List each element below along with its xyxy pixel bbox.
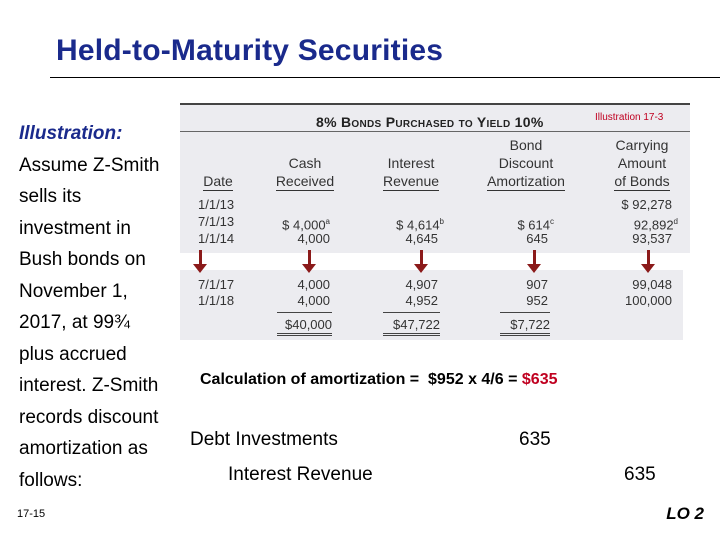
cell-date: 7/1/17 xyxy=(198,277,235,292)
arrow-down-icon xyxy=(527,250,541,273)
illustration-heading: Illustration: xyxy=(19,123,123,144)
table-title-rule xyxy=(180,131,690,132)
description-line: follows: xyxy=(19,469,83,491)
credit-amount: 635 xyxy=(624,464,656,485)
arrow-down-icon xyxy=(641,250,655,273)
cell-amortization: 907 xyxy=(526,277,548,292)
total-amortization: $7,722 xyxy=(500,312,550,336)
calculation-result: $635 xyxy=(521,371,558,388)
cell-cash: 4,000 xyxy=(297,231,330,246)
description-line: 2017, at 99¾ xyxy=(19,312,130,333)
cell-interest: $ 4,614$^b$ xyxy=(396,217,444,233)
arrow-down-icon xyxy=(193,250,207,273)
col-header-cash: Cash Received xyxy=(275,155,335,189)
cell-date: 7/1/13 xyxy=(198,214,235,229)
cell-carrying: $ 92,278 xyxy=(621,197,672,212)
description-line: sells its xyxy=(19,186,82,207)
cell-cash: 4,000 xyxy=(297,293,330,308)
slide-title: Held-to-Maturity Securities xyxy=(56,34,444,67)
cell-cash: 4,000 xyxy=(297,277,330,292)
total-cash: $40,000 xyxy=(277,312,332,336)
cell-amortization: $ 614$^c$ xyxy=(517,217,554,233)
col-header-interest: Interest Revenue xyxy=(382,155,440,189)
cell-interest: 4,645 xyxy=(405,231,438,246)
arrow-down-icon xyxy=(302,250,316,273)
amortization-calculation: Calculation of amortization = $952 x 4/6 = $635 xyxy=(200,371,558,388)
description-line: amortization as xyxy=(19,438,148,459)
total-interest: $47,722 xyxy=(383,312,440,336)
cell-cash: $ 4,000$^a$ xyxy=(282,217,330,233)
table-title: 8% Bonds Purchased to Yield 10% xyxy=(316,114,544,130)
cell-carrying: 100,000 xyxy=(625,293,672,308)
debit-amount: 635 xyxy=(519,429,551,450)
illustration-label: Illustration 17-3 xyxy=(595,112,664,123)
illustration-description xyxy=(19,118,179,496)
description-line: November 1, xyxy=(19,280,128,302)
cell-date: 1/1/18 xyxy=(198,293,235,308)
learning-objective: LO 2 xyxy=(666,504,704,523)
cell-carrying: 92,892$^d$ xyxy=(633,217,678,233)
cell-date: 1/1/14 xyxy=(198,231,235,246)
slide-number: 17-15 xyxy=(17,508,46,520)
col-header-amortization: Bond Discount Amortization xyxy=(487,137,565,189)
cell-date: 1/1/13 xyxy=(198,197,235,212)
cell-carrying: 93,537 xyxy=(632,231,672,246)
cell-interest: 4,952 xyxy=(405,293,438,308)
description-line: records discount xyxy=(19,406,159,428)
description-line: plus accrued xyxy=(19,343,127,365)
cell-carrying: 99,048 xyxy=(632,277,672,292)
description-line: interest. Z-Smith xyxy=(19,375,159,396)
col-header-carrying: Carrying Amount of Bonds xyxy=(614,137,670,189)
description-line: investment in xyxy=(19,217,131,239)
arrow-down-icon xyxy=(414,250,428,273)
credit-account: Interest Revenue xyxy=(228,464,373,485)
cell-amortization: 952 xyxy=(526,293,548,308)
debit-account: Debt Investments xyxy=(190,429,338,450)
title-rule xyxy=(50,77,720,78)
description-line: Assume Z-Smith xyxy=(19,154,160,176)
cell-amortization: 645 xyxy=(526,231,548,246)
description-line: Bush bonds on xyxy=(19,249,146,270)
col-header-date: Date xyxy=(203,173,233,189)
cell-interest: 4,907 xyxy=(405,277,438,292)
